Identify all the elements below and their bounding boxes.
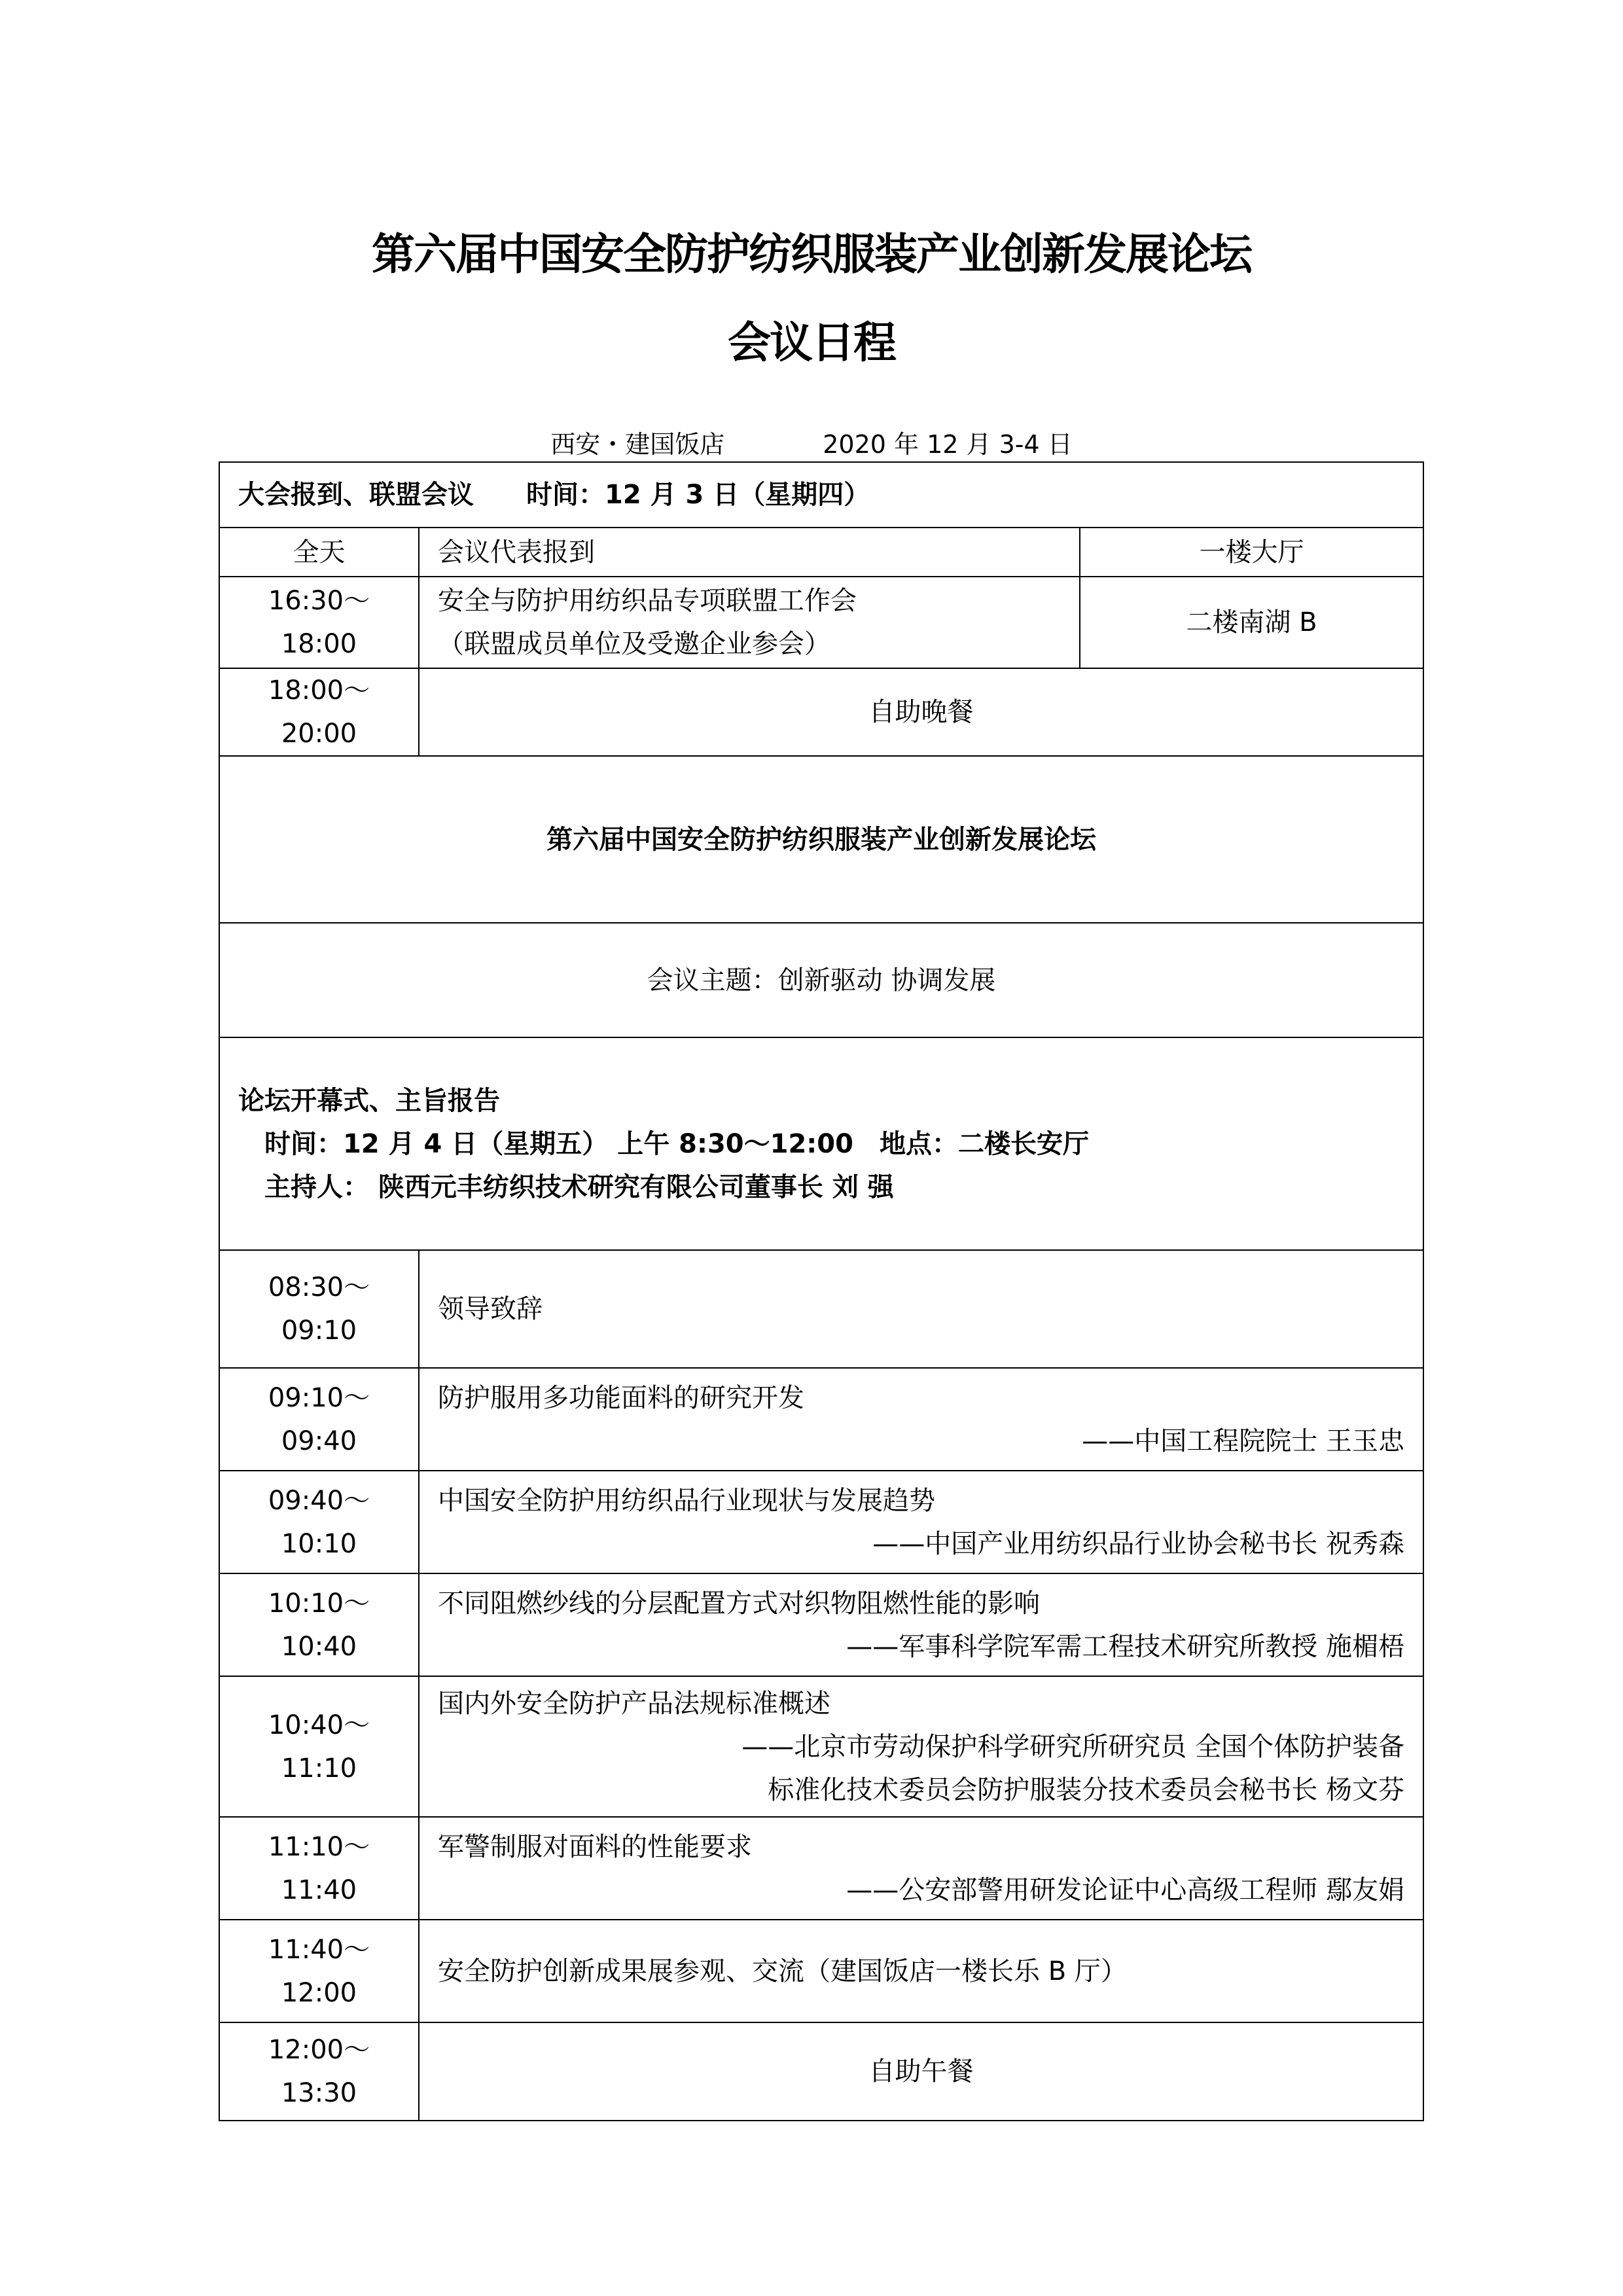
session-time: 11:40～12:00 [219, 1920, 419, 2022]
session-detail [419, 1471, 1423, 1573]
venue-date: 2020 年 12 月 3-4 日 [823, 430, 1073, 459]
session-topic: 国内外安全防护产品法规标准概述 [438, 1688, 830, 1719]
session-topic: 中国安全防护用纺织品行业现状与发展趋势 [438, 1485, 935, 1516]
forum-theme: 会议主题：创新驱动 协调发展 [219, 923, 1423, 1037]
table-row [219, 1920, 1423, 2022]
venue-location: 西安・建国饭店 [550, 430, 725, 459]
day1-header [219, 462, 1423, 528]
opening-block [219, 1037, 1423, 1250]
table-row [219, 1817, 1423, 1920]
session-time: 10:40～11:10 [219, 1676, 419, 1817]
day1-header-time: 时间：12 月 3 日（星期四） [526, 480, 870, 510]
session-speaker: ——北京市劳动保护科学研究所研究员 全国个体防护装备 [741, 1731, 1404, 1762]
table-row [219, 923, 1423, 1037]
table-row [219, 1037, 1423, 1250]
row-place: 二楼南湖 B [1080, 577, 1423, 668]
session-time: 12:00～13:30 [219, 2022, 419, 2121]
table-row [219, 668, 1423, 756]
venue-line [0, 424, 1623, 460]
session-detail [419, 1368, 1423, 1471]
row-place: 一楼大厅 [1080, 528, 1423, 577]
session-speaker: ——中国产业用纺织品行业协会秘书长 祝秀森 [872, 1528, 1404, 1559]
session-topic: 防护服用多功能面料的研究开发 [438, 1382, 804, 1413]
opening-host: 主持人： 陕西元丰纺织技术研究有限公司董事长 刘 强 [264, 1172, 894, 1202]
row-event [419, 577, 1080, 668]
document-title: 第六届中国安全防护纺织服装产业创新发展论坛 [372, 229, 1251, 279]
table-row [219, 577, 1423, 668]
session-detail [419, 1676, 1423, 1817]
session-topic: 自助午餐 [419, 2022, 1423, 2121]
day1-header-label: 大会报到、联盟会议 [238, 480, 474, 510]
row-event: 自助晚餐 [419, 668, 1423, 756]
session-speaker: ——军事科学院军需工程技术研究所教授 施楣梧 [846, 1631, 1404, 1662]
session-topic: 领导致辞 [419, 1250, 1423, 1368]
session-topic: 不同阻燃纱线的分层配置方式对织物阻燃性能的影响 [438, 1588, 1040, 1619]
opening-place: 地点：二楼长安厅 [879, 1128, 1089, 1159]
document-subtitle: 会议日程 [728, 317, 895, 368]
session-time: 10:10～10:40 [219, 1573, 419, 1676]
table-row [219, 1471, 1423, 1573]
row-time: 16:30～18:00 [219, 577, 419, 668]
forum-title: 第六届中国安全防护纺织服装产业创新发展论坛 [219, 756, 1423, 923]
session-time: 09:10～09:40 [219, 1368, 419, 1471]
table-row [219, 1250, 1423, 1368]
table-row [219, 1676, 1423, 1817]
session-detail [419, 1817, 1423, 1920]
row-event: 会议代表报到 [419, 528, 1080, 577]
table-row [219, 528, 1423, 577]
table-row [219, 462, 1423, 528]
session-speaker: ——中国工程院院士 王玉忠 [1082, 1426, 1404, 1456]
opening-time-place [238, 1122, 1404, 1166]
row-event-line: （联盟成员单位及受邀企业参会） [438, 629, 830, 659]
session-time: 11:10～11:40 [219, 1817, 419, 1920]
session-topic: 安全防护创新成果展参观、交流（建国饭店一楼长乐 B 厅） [419, 1920, 1423, 2022]
opening-label: 论坛开幕式、主旨报告 [238, 1085, 500, 1116]
session-speaker: 标准化技术委员会防护服装分技术委员会秘书长 杨文芬 [768, 1774, 1404, 1805]
schedule-table [219, 461, 1424, 2121]
row-time: 18:00～20:00 [219, 668, 419, 756]
session-time: 08:30～09:10 [219, 1250, 419, 1368]
session-detail [419, 1573, 1423, 1676]
session-topic: 军警制服对面料的性能要求 [438, 1831, 752, 1862]
table-row [219, 1368, 1423, 1471]
table-row [219, 2022, 1423, 2121]
table-row [219, 1573, 1423, 1676]
session-time: 09:40～10:10 [219, 1471, 419, 1573]
table-row [219, 756, 1423, 923]
row-event-line: 安全与防护用纺织品专项联盟工作会 [438, 586, 857, 616]
opening-time: 时间：12 月 4 日（星期五） 上午 8:30～12:00 [264, 1128, 853, 1159]
row-time: 全天 [219, 528, 419, 577]
session-speaker: ——公安部警用研发论证中心高级工程师 鄢友娟 [846, 1874, 1404, 1905]
